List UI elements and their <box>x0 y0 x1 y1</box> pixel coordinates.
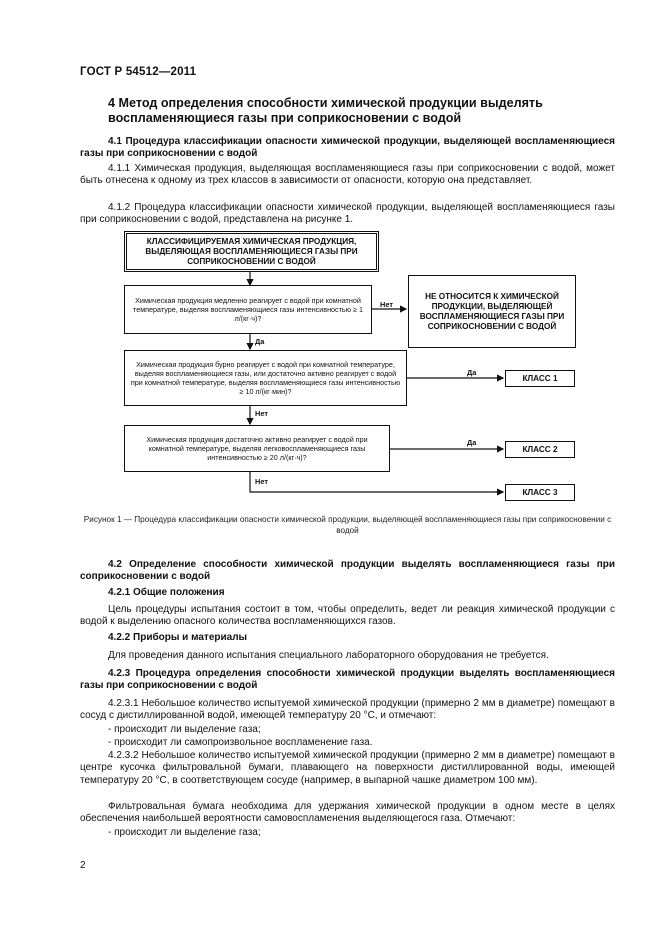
flowchart-question-2: Химическая продукция бурно реагирует с водой при комнатной температуре, выделяя воспламеняющиеся газы, или достаточно активно реагирует с водой при комнатной температуре, выделяя воспламеняющиеся газы интенсивностью ≥ 10 л/(кг·мин)? <box>124 350 407 406</box>
flowchart-start-box: КЛАССИФИЦИРУЕМАЯ ХИМИЧЕСКАЯ ПРОДУКЦИЯ, ВЫДЕЛЯЮЩАЯ ВОСПЛАМЕНЯЮЩИЕСЯ ГАЗЫ ПРИ СОПРИКОСНОВЕНИИ С ВОДОЙ <box>124 231 379 272</box>
not-applicable-box: НЕ ОТНОСИТСЯ К ХИМИЧЕСКОЙ ПРОДУКЦИИ, ВЫДЕЛЯЮЩЕЙ ВОСПЛАМЕНЯЮЩИЕСЯ ГАЗЫ ПРИ СОПРИКОСНОВЕНИИ С ВОДОЙ <box>408 275 576 348</box>
section-4-2-heading: 4.2 Определение способности химической продукции выделять воспламеняющиеся газы при соприкосновении с водой <box>80 559 615 583</box>
label-yes-1: Да <box>255 337 265 346</box>
paragraph-4-2-2: Для проведения данного испытания специального лабораторного оборудования не требуется. <box>108 650 549 661</box>
section-4-2-3-heading: 4.2.3 Процедура определения способности химической продукции выделять воспламеняющиеся газы при соприкосновении с водой <box>80 668 615 692</box>
section-4-2-1-heading: 4.2.1 Общие положения <box>108 587 225 598</box>
flowchart-question-1: Химическая продукция медленно реагирует с водой при комнатной температуре, выделяя воспламеняющиеся газы интенсивностью ≥ 1 л/(кг·ч)? <box>124 285 372 334</box>
label-yes-3: Да <box>467 438 477 447</box>
class-1-box: КЛАСС 1 <box>505 370 575 387</box>
class-3-box: КЛАСС 3 <box>505 484 575 501</box>
section-4-1-heading: 4.1 Процедура классификации опасности химической продукции, выделяющей воспламеняющиеся газы при соприкосновении с водой <box>80 136 615 160</box>
label-no-1: Нет <box>380 300 393 309</box>
paragraph-4-2-3-1: 4.2.3.1 Небольшое количество испытуемой химической продукции (примерно 2 мм в диаметре) помещают в сосуд с дистиллированной водой, имеющей температуру 20 °С, и отмечают: <box>80 698 615 722</box>
flowchart-question-3: Химическая продукция достаточно активно реагирует с водой при комнатной температуре, выделяя легковоспламеняющиеся газы интенсивностью ≥ 20 л/(кг·ч)? <box>124 425 390 472</box>
section-4-2-2-heading: 4.2.2 Приборы и материалы <box>108 632 248 643</box>
page-number: 2 <box>80 860 86 871</box>
list-item-self-ignition: - происходит ли самопроизвольное воспламенение газа. <box>108 737 373 748</box>
paragraph-4-2-1: Цель процедуры испытания состоит в том, чтобы определить, ведет ли реакция химической продукции с водой к выделению опасного количества воспламеняющихся газов. <box>80 604 615 628</box>
paragraph-filter-paper: Фильтровальная бумага необходима для удержания химической продукции в одном месте в целях обеспечения наибольшей вероятности самовоспламенения выделяющегося газа. Отмечают: <box>80 801 615 825</box>
list-item-gas-release-1: - происходит ли выделение газа; <box>108 724 261 735</box>
class-2-box: КЛАСС 2 <box>505 441 575 458</box>
paragraph-4-1-2: 4.1.2 Процедура классификации опасности химической продукции, выделяющей воспламеняющиеся газы при соприкосновении с водой, представлена на рисунке 1. <box>80 202 615 226</box>
section-4-title: 4 Метод определения способности химической продукции выделять воспламеняющиеся газы при соприкосновении с водой <box>108 96 543 125</box>
document-id: ГОСТ Р 54512—2011 <box>80 66 197 78</box>
list-item-gas-release-2: - происходит ли выделение газа; <box>108 827 261 838</box>
label-no-3: Нет <box>255 477 268 486</box>
paragraph-4-1-1: 4.1.1 Химическая продукция, выделяющая воспламеняющиеся газы при соприкосновении с водой, может быть отнесена к одному из трех классов в зависимости от опасности, которую она представляет. <box>80 163 615 187</box>
label-yes-2: Да <box>467 368 477 377</box>
figure-caption: Рисунок 1 — Процедура классификации опасности химической продукции, выделяющей воспламеняющиеся газы при соприкосновении с водой <box>83 515 612 535</box>
paragraph-4-2-3-2: 4.2.3.2 Небольшое количество испытуемой химической продукции (примерно 2 мм в диаметре) помещают в центре кусочка фильтровальной бумаги, плавающего на поверхности дистиллированной воды, имеющей температуру 20 °С, в соответствующем сосуде (например, в выпарной чашке диаметром 100 мм). <box>80 750 615 786</box>
label-no-2: Нет <box>255 409 268 418</box>
